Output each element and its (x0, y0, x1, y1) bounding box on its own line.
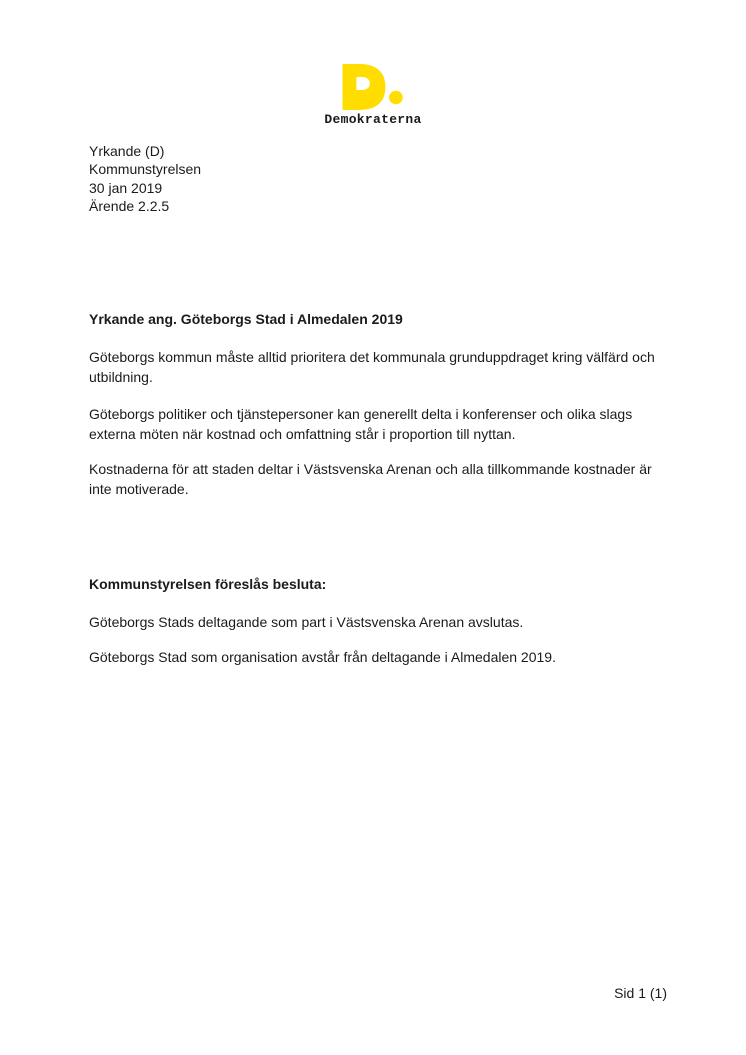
document-title: Yrkande ang. Göteborgs Stad i Almedalen 2019 (89, 311, 403, 327)
decision-paragraph: Göteborgs Stads deltagande som part i Västsvenska Arenan avslutas. (89, 614, 524, 630)
document-header (89, 142, 201, 215)
logo-d-icon (343, 64, 404, 110)
header-line-date: 30 jan 2019 (89, 179, 163, 196)
decision-paragraph: Göteborgs Stad som organisation avstår från deltagande i Almedalen 2019. (89, 649, 556, 665)
decision-heading: Kommunstyrelsen föreslås besluta: (89, 576, 327, 592)
body-paragraph: Göteborgs politiker och tjänstepersoner kan generellt delta i konferenser och olika slags externa möten när kostnad och omfattning står i proportion till nyttan. (89, 406, 633, 442)
header-line-doctype: Yrkande (D) (89, 143, 165, 159)
logo-dot-icon (389, 91, 403, 105)
logo-wordmark: Demokraterna (324, 112, 422, 127)
header-line-case-number: Ärende 2.2.5 (89, 197, 170, 214)
page-number: Sid 1 (1) (614, 985, 667, 1001)
body-paragraph: Göteborgs kommun måste alltid prioritera det kommunala grunduppdraget kring välfärd och utbildning. (89, 349, 655, 385)
demokraterna-logo (324, 64, 421, 127)
header-line-committee: Kommunstyrelsen (89, 161, 202, 178)
body-paragraph: Kostnaderna för att staden deltar i Västsvenska Arenan och alla tillkommande kostnader är inte motiverade. (89, 461, 652, 497)
